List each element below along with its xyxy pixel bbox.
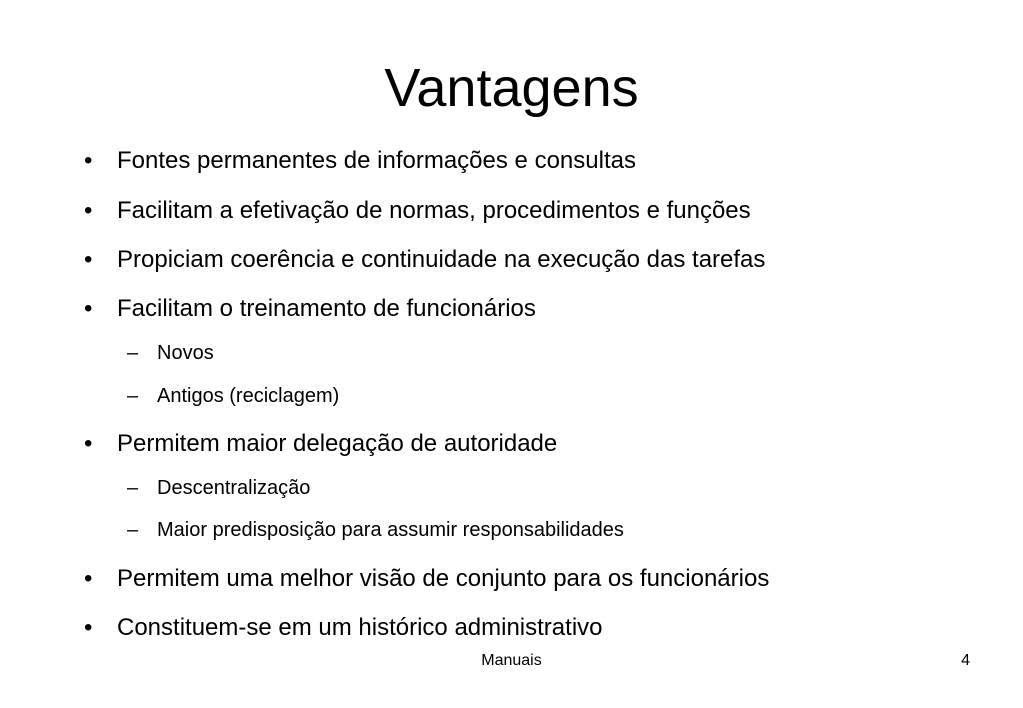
- bullet-text: Permitem maior delegação de autoridade: [117, 430, 558, 457]
- bullet-dot-icon: •: [84, 147, 93, 174]
- dash-icon: –: [127, 519, 139, 541]
- bullet-dot-icon: •: [84, 246, 93, 273]
- footer-title: Manuais: [481, 652, 542, 669]
- bullet-text: Facilitam o treinamento de funcionários: [117, 295, 536, 322]
- bullet-dot-icon: •: [84, 197, 93, 224]
- slide-title: Vantagens: [384, 58, 639, 118]
- bullet-dot-icon: •: [84, 565, 93, 592]
- bullet-dot-icon: •: [84, 295, 93, 322]
- dash-icon: –: [127, 385, 139, 407]
- bullet-text: Constituem-se em um histórico administrativo: [117, 614, 603, 641]
- bullet-text: Permitem uma melhor visão de conjunto para os funcionários: [117, 565, 770, 592]
- sub-bullet-text: Antigos (reciclagem): [157, 385, 340, 407]
- bullet-text: Fontes permanentes de informações e consultas: [117, 147, 636, 174]
- bullet-text: Propiciam coerência e continuidade na execução das tarefas: [117, 246, 766, 273]
- bullet-text: Facilitam a efetivação de normas, procedimentos e funções: [117, 197, 751, 224]
- sub-bullet-text: Novos: [157, 342, 214, 364]
- sub-bullet-text: Descentralização: [157, 477, 311, 499]
- sub-bullet-text: Maior predisposição para assumir responsabilidades: [157, 519, 624, 541]
- bullet-dot-icon: •: [84, 614, 93, 641]
- dash-icon: –: [127, 342, 139, 364]
- dash-icon: –: [127, 477, 139, 499]
- bullet-dot-icon: •: [84, 430, 93, 457]
- page-number: 4: [961, 652, 970, 669]
